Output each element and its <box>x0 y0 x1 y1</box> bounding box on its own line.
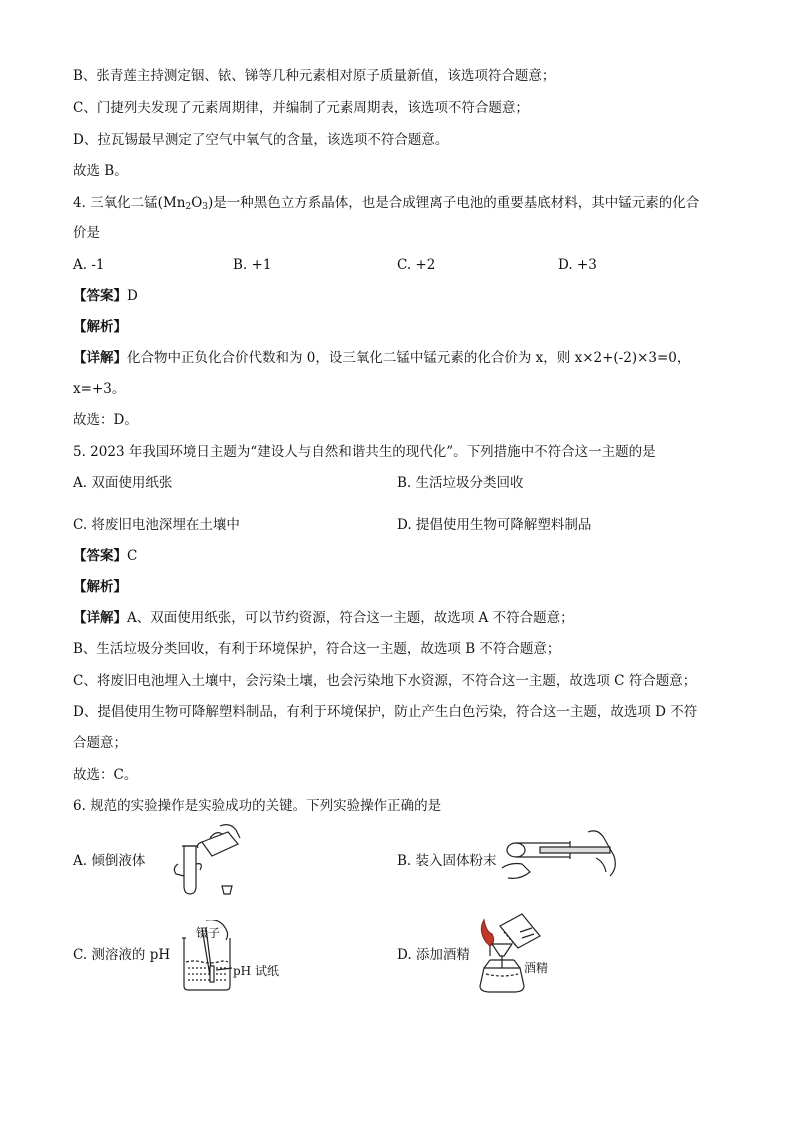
analysis-tag: 【解析】 <box>73 579 127 595</box>
option-b: B. 装入固体粉末 <box>397 853 497 869</box>
adding-alcohol-illustration <box>470 912 550 996</box>
option-c: C. 测溶液的 pH <box>73 947 171 963</box>
option-d: D. +3 <box>558 257 597 273</box>
question-4-stem-cont: 价是 <box>73 225 100 241</box>
question-6-stem: 6. 规范的实验操作是实验成功的关键。下列实验操作正确的是 <box>73 798 442 814</box>
conclusion-line: 故选：D。 <box>73 412 138 428</box>
answer-line: 【答案】C <box>73 548 138 564</box>
option-b: B. 生活垃圾分类回收 <box>397 475 524 491</box>
option-c: C. +2 <box>397 257 436 273</box>
option-c: C. 将废旧电池深埋在土壤中 <box>73 517 240 533</box>
detail-line: 合题意； <box>73 735 127 751</box>
option-a: A. -1 <box>73 257 105 273</box>
answer-line: 【答案】D <box>73 288 138 304</box>
detail-line: x=+3。 <box>73 381 126 397</box>
question-5-stem: 5. 2023 年我国环境日主题为“建设人与自然和谐共生的现代化”。下列措施中不符合这一主题的是 <box>73 444 656 460</box>
pouring-liquid-illustration <box>170 824 250 909</box>
text-line: B、张青莲主持测定铟、铱、锑等几种元素相对原子质量新值，该选项符合题意； <box>73 68 556 84</box>
ph-paper-label: pH 试纸 <box>233 964 279 978</box>
option-a: A. 倾倒液体 <box>73 853 146 869</box>
text-line: D、拉瓦锡最早测定了空气中氧气的含量，该选项不符合题意。 <box>73 132 449 148</box>
loading-powder-illustration <box>500 828 622 890</box>
conclusion-line: 故选：C。 <box>73 767 138 783</box>
question-4-stem: 4. 三氧化二锰$(Mn_2O_3)$是一种黑色立方系晶体，也是合成锂离子电池的重要基底材料，其中锰元素的化合 <box>73 195 700 212</box>
option-d: D. 添加酒精 <box>397 947 470 963</box>
option-a: A. 双面使用纸张 <box>73 475 173 491</box>
tweezers-label: 镊子 <box>196 926 221 940</box>
text-line: C、门捷列夫发现了元素周期律，并编制了元素周期表，该选项不符合题意； <box>73 100 529 116</box>
detail-line: 【详解】A、双面使用纸张，可以节约资源，符合这一主题，故选项 A 不符合题意； <box>73 610 574 626</box>
option-b: B. +1 <box>233 257 272 273</box>
detail-line: C、将废旧电池埋入土壤中，会污染土壤，也会污染地下水资源，不符合这一主题，故选项 C 符合题意； <box>73 673 697 689</box>
option-d: D. 提倡使用生物可降解塑料制品 <box>397 517 592 533</box>
analysis-tag: 【解析】 <box>73 319 127 335</box>
detail-line: D、提倡使用生物可降解塑料制品，有利于环境保护，防止产生白色污染，符合这一主题，故选项 D 不符 <box>73 704 698 720</box>
alcohol-label: 酒精 <box>524 961 549 975</box>
detail-line: 【详解】化合物中正负化合价代数和为 0，设三氧化二锰中锰元素的化合价为 x，则 x×2+(-2)×3=0， <box>73 350 691 366</box>
detail-line: B、生活垃圾分类回收，有利于环境保护，符合这一主题，故选项 B 不符合题意； <box>73 641 561 657</box>
text-line: 故选 B。 <box>73 163 128 179</box>
